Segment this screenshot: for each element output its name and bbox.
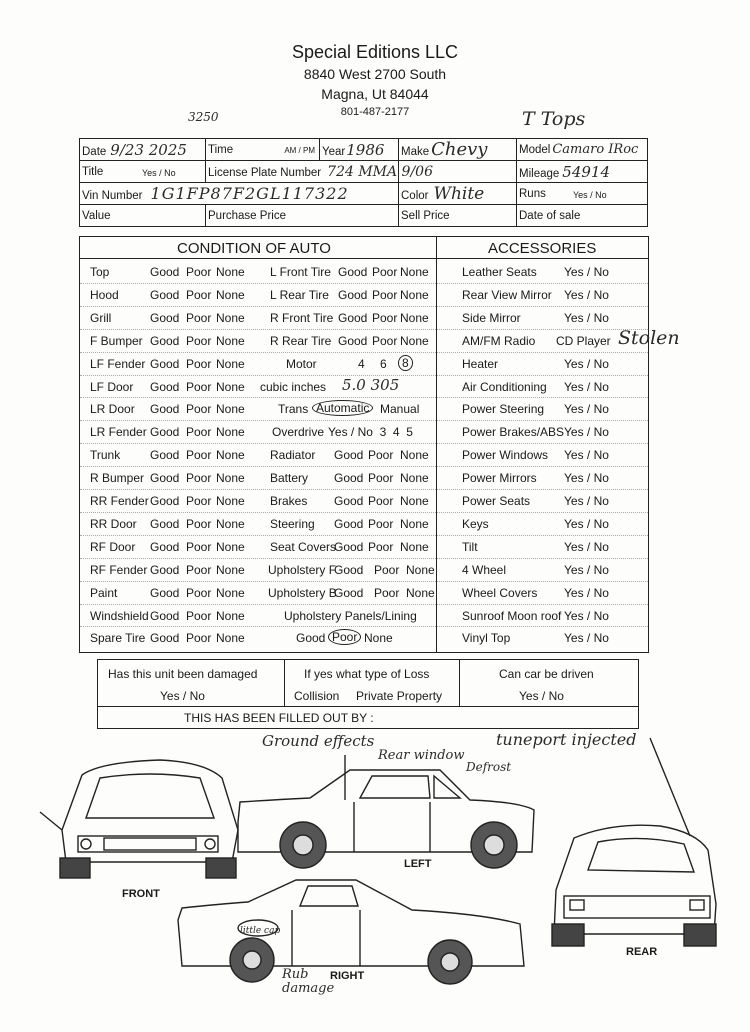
option-poor[interactable]: Poor xyxy=(186,494,212,508)
component-label: L Rear Tire xyxy=(270,287,329,302)
accessory-label: Air Conditioning xyxy=(462,379,547,394)
filled-out-by-label: THIS HAS BEEN FILLED OUT BY : xyxy=(184,711,374,725)
sell-price-cell[interactable]: Sell Price xyxy=(399,205,517,227)
accessory-options[interactable]: Yes / No xyxy=(564,448,609,463)
option-good[interactable]: Good xyxy=(150,539,180,554)
component-label: Upholstery B xyxy=(268,585,337,600)
date-of-sale-cell[interactable]: Date of sale xyxy=(517,205,648,227)
option-none[interactable]: None xyxy=(216,585,245,600)
accessory-label: Sunroof Moon roof xyxy=(462,608,562,623)
option-good[interactable]: Good xyxy=(150,608,180,623)
accessory-options[interactable]: Yes / No xyxy=(564,356,609,371)
option-none[interactable]: None xyxy=(400,448,429,463)
option-none[interactable]: None xyxy=(216,356,245,371)
part-label: LF Door xyxy=(90,379,134,394)
motor-8[interactable]: 8 xyxy=(398,355,413,371)
accessory-options[interactable]: CD Player xyxy=(556,333,611,348)
accessory-options[interactable]: Yes / No xyxy=(564,494,609,508)
note-rub-damage: Rub damage xyxy=(282,967,335,996)
time-cell[interactable]: Time AM / PM xyxy=(206,139,320,161)
option-good[interactable]: Good xyxy=(334,448,364,463)
mileage-cell[interactable]: Mileage 54914 xyxy=(517,161,648,183)
accessory-options[interactable]: Yes / No xyxy=(564,402,609,417)
accessory-options[interactable]: Yes / No xyxy=(564,310,609,325)
front-label: FRONT xyxy=(122,888,160,900)
option-good[interactable]: Good xyxy=(150,356,180,371)
accessory-options[interactable]: Yes / No xyxy=(564,287,609,302)
component-label: Brakes xyxy=(270,494,308,508)
component-label: R Front Tire xyxy=(270,310,334,325)
option-poor[interactable]: Poor xyxy=(368,448,394,463)
part-label: RR Door xyxy=(90,516,137,531)
option-poor[interactable]: Poor xyxy=(186,310,212,325)
option-poor[interactable]: Poor xyxy=(186,287,212,302)
part-label: Paint xyxy=(90,585,118,600)
accessory-options[interactable]: Yes / No xyxy=(564,425,609,440)
damaged-options[interactable]: Yes / No xyxy=(160,689,205,703)
accessory-label: Heater xyxy=(462,356,499,371)
accessory-label: Power Seats xyxy=(462,494,531,508)
trans-manual[interactable]: Manual xyxy=(380,402,420,417)
plate-value: 724 MMA 9/06 xyxy=(327,163,433,180)
model-value: Camaro IRoc xyxy=(552,142,639,157)
year-value: 1986 xyxy=(346,140,385,159)
accessory-options[interactable]: Yes / No xyxy=(564,585,609,600)
option-poor[interactable]: Poor xyxy=(186,562,212,577)
part-label: LR Door xyxy=(90,402,135,417)
accessory-options[interactable]: Yes / No xyxy=(564,608,609,623)
option-poor[interactable]: Poor xyxy=(186,471,212,486)
option-good[interactable]: Good xyxy=(150,448,180,463)
option-none[interactable]: None xyxy=(400,539,429,554)
option-good[interactable]: Good xyxy=(334,471,364,486)
option-none[interactable]: None xyxy=(406,562,435,577)
option-poor[interactable]: Poor xyxy=(372,287,398,302)
accessory-options[interactable]: Yes / No xyxy=(564,631,609,646)
component-label: cubic inches xyxy=(260,379,327,394)
option-none[interactable]: None xyxy=(216,448,245,463)
option-none[interactable]: None xyxy=(216,333,245,348)
right-label: RIGHT xyxy=(330,970,365,982)
mileage-value: 54914 xyxy=(562,162,610,181)
option-good[interactable]: Good xyxy=(296,631,326,646)
component-label: Seat Covers xyxy=(270,539,337,554)
option-poor[interactable]: Poor xyxy=(186,402,212,417)
option-good[interactable]: Good xyxy=(150,265,180,279)
option-poor[interactable]: Poor xyxy=(368,539,394,554)
model-cell[interactable]: Model Camaro IRoc xyxy=(517,139,648,161)
color-value: White xyxy=(433,183,485,204)
make-cell[interactable]: Make Chevy xyxy=(399,139,517,161)
option-poor[interactable]: Poor xyxy=(186,265,212,279)
make-value: Chevy xyxy=(431,139,488,160)
color-cell[interactable]: Color White xyxy=(399,183,517,205)
option-poor[interactable]: Poor xyxy=(368,471,394,486)
option-none[interactable]: None xyxy=(216,310,245,325)
accessory-label: Rear View Mirror xyxy=(462,287,552,302)
part-label: RR Fender xyxy=(90,494,149,508)
option-good[interactable]: Good xyxy=(150,562,180,577)
option-good[interactable]: Good xyxy=(150,494,180,508)
component-label: Steering xyxy=(270,516,315,531)
option-none[interactable]: None xyxy=(216,287,245,302)
company-city: Magna, Ut 84044 xyxy=(321,86,429,102)
accessory-label: 4 Wheel xyxy=(462,562,507,577)
value-cell[interactable]: Value xyxy=(80,205,206,227)
accessory-label: Wheel Covers xyxy=(462,585,538,600)
front-view-car xyxy=(40,760,238,878)
accessory-label: Side Mirror xyxy=(462,310,521,325)
option-good[interactable]: Good xyxy=(150,333,180,348)
drivable-options[interactable]: Yes / No xyxy=(519,689,564,703)
option-poor[interactable]: Poor xyxy=(186,448,212,463)
part-label: Trunk xyxy=(90,448,121,463)
option-poor[interactable]: Poor xyxy=(186,333,212,348)
option-poor[interactable]: Poor xyxy=(374,585,400,600)
accessory-label: Power Brakes/ABS xyxy=(462,425,565,440)
option-none[interactable]: None xyxy=(216,494,245,508)
title-cell[interactable]: Title Yes / No xyxy=(80,161,206,183)
accessory-label: Leather Seats xyxy=(462,265,537,279)
option-none[interactable]: None xyxy=(216,608,245,623)
accessory-label: Vinyl Top xyxy=(462,631,511,646)
option-good[interactable]: Good xyxy=(338,310,368,325)
part-label: R Bumper xyxy=(90,471,145,486)
option-good[interactable]: Good xyxy=(334,562,364,577)
accessory-label: Power Mirrors xyxy=(462,471,537,486)
component-label: Upholstery Panels/Lining xyxy=(284,608,417,623)
option-poor[interactable]: Poor xyxy=(368,494,394,508)
option-none[interactable]: None xyxy=(216,631,245,646)
loss-type-question: If yes what type of Loss xyxy=(304,667,430,681)
motor-4[interactable]: 4 xyxy=(358,356,365,371)
option-poor[interactable]: Poor xyxy=(374,562,400,577)
rear-view-car xyxy=(552,825,716,946)
part-label: Spare Tire xyxy=(90,631,146,646)
option-good[interactable]: Good xyxy=(334,516,364,531)
date-value: 9/23 2025 xyxy=(110,140,187,159)
handwritten-ttops-note: T Tops xyxy=(522,108,586,130)
option-good[interactable]: Good xyxy=(150,310,180,325)
accessory-label: AM/FM Radio xyxy=(462,333,536,348)
option-poor[interactable]: Poor xyxy=(368,516,394,531)
component-label: Trans xyxy=(278,402,309,417)
option-none[interactable]: None xyxy=(216,402,245,417)
option-none[interactable]: None xyxy=(406,585,435,600)
rear-label: REAR xyxy=(626,946,658,958)
damaged-question: Has this unit been damaged xyxy=(108,667,258,681)
part-label: F Bumper xyxy=(90,333,143,348)
note-ground-effects: Ground effects xyxy=(262,732,375,750)
option-good[interactable]: Good xyxy=(150,402,180,417)
accessory-options[interactable]: Yes / No xyxy=(564,379,609,394)
option-poor[interactable]: Poor xyxy=(328,629,361,645)
part-label: LR Fender xyxy=(90,425,147,440)
part-label: LF Fender xyxy=(90,356,146,371)
option-none[interactable]: None xyxy=(400,265,429,279)
option-good[interactable]: Good xyxy=(150,631,180,646)
part-label: RF Door xyxy=(90,539,136,554)
accessory-label: Power Steering xyxy=(462,402,545,417)
option-none[interactable]: None xyxy=(400,333,429,348)
left-view-car xyxy=(238,770,534,868)
option-good[interactable]: Good xyxy=(338,265,368,279)
component-label: Motor xyxy=(286,356,317,371)
option-none[interactable]: None xyxy=(400,494,429,508)
option-none[interactable]: None xyxy=(400,471,429,486)
company-street: 8840 West 2700 South xyxy=(303,66,447,82)
option-none[interactable]: None xyxy=(364,631,393,646)
option-good[interactable]: Good xyxy=(150,471,180,486)
component-label: Radiator xyxy=(270,448,316,463)
option-good[interactable]: Good xyxy=(338,333,368,348)
option-poor[interactable]: Poor xyxy=(372,265,398,279)
option-good[interactable]: Good xyxy=(150,287,180,302)
option-good[interactable]: Good xyxy=(334,494,364,508)
option-good[interactable]: Good xyxy=(338,287,368,302)
option-poor[interactable]: Poor xyxy=(186,516,212,531)
option-good[interactable]: Good xyxy=(150,585,180,600)
handwritten-price-note: 3250 xyxy=(188,110,219,124)
option-none[interactable]: None xyxy=(216,471,245,486)
part-label: Top xyxy=(90,265,110,279)
cubic-inches-value: 5.0 305 xyxy=(342,375,400,394)
component-label: Overdrive xyxy=(272,425,325,440)
option-none[interactable]: None xyxy=(216,562,245,577)
overdrive-options[interactable]: Yes / No 3 4 5 xyxy=(328,425,413,440)
accessory-options[interactable]: Yes / No xyxy=(564,562,609,577)
purchase-price-cell[interactable]: Purchase Price xyxy=(206,205,399,227)
loss-type-options[interactable]: Collision Private Property xyxy=(294,689,443,703)
condition-heading: CONDITION OF AUTO xyxy=(177,240,331,257)
option-good[interactable]: Good xyxy=(334,539,364,554)
option-poor[interactable]: Poor xyxy=(186,585,212,600)
option-poor[interactable]: Poor xyxy=(372,310,398,325)
option-none[interactable]: None xyxy=(216,425,245,440)
note-rear-window: Rear window xyxy=(378,748,465,763)
accessory-label: Power Windows xyxy=(462,448,549,463)
accessory-options[interactable]: Yes / No xyxy=(564,516,609,531)
drivable-question: Can car be driven xyxy=(499,667,594,681)
option-none[interactable]: None xyxy=(216,265,245,279)
option-good[interactable]: Good xyxy=(334,585,364,600)
option-none[interactable]: None xyxy=(400,516,429,531)
option-none[interactable]: None xyxy=(400,287,429,302)
cd-player-note: Stolen xyxy=(618,327,680,349)
component-label: L Front Tire xyxy=(270,265,331,279)
vin-cell[interactable]: Vin Number 1G1FP87F2GL117322 xyxy=(80,183,399,205)
note-little-cap: little cap xyxy=(240,926,281,936)
option-poor[interactable]: Poor xyxy=(186,631,212,646)
company-phone: 801-487-2177 xyxy=(340,106,410,118)
option-none[interactable]: None xyxy=(400,310,429,325)
plate-cell[interactable]: License Plate Number 724 MMA 9/06 xyxy=(206,161,399,183)
option-poor[interactable]: Poor xyxy=(372,333,398,348)
vin-value: 1G1FP87F2GL117322 xyxy=(150,184,349,203)
option-poor[interactable]: Poor xyxy=(186,539,212,554)
trans-automatic[interactable]: Automatic xyxy=(312,400,373,416)
option-good[interactable]: Good xyxy=(150,379,180,394)
accessories-heading: ACCESSORIES xyxy=(488,240,597,257)
accessory-options[interactable]: Yes / No xyxy=(564,265,609,279)
part-label: Windshield xyxy=(90,608,149,623)
company-name: Special Editions LLC xyxy=(291,42,459,62)
accessory-options[interactable]: Yes / No xyxy=(564,471,609,486)
note-tuneport: tuneport injected xyxy=(496,730,637,749)
option-none[interactable]: None xyxy=(216,539,245,554)
option-none[interactable]: None xyxy=(216,516,245,531)
option-none[interactable]: None xyxy=(216,379,245,394)
part-label: RF Fender xyxy=(90,562,148,577)
year-cell[interactable]: Year1986 xyxy=(320,139,399,161)
component-label: R Rear Tire xyxy=(270,333,332,348)
part-label: Grill xyxy=(90,310,112,325)
option-poor[interactable]: Poor xyxy=(186,356,212,371)
motor-6[interactable]: 6 xyxy=(380,356,387,371)
component-label: Battery xyxy=(270,471,309,486)
option-poor[interactable]: Poor xyxy=(186,425,212,440)
left-label: LEFT xyxy=(404,858,432,870)
note-defrost: Defrost xyxy=(466,760,512,774)
accessory-label: Keys xyxy=(462,516,489,531)
accessory-label: Tilt xyxy=(462,539,478,554)
accessory-options[interactable]: Yes / No xyxy=(564,539,609,554)
part-label: Hood xyxy=(90,287,119,302)
option-good[interactable]: Good xyxy=(150,425,180,440)
option-poor[interactable]: Poor xyxy=(186,608,212,623)
runs-cell[interactable]: Runs Yes / No xyxy=(517,183,648,205)
option-good[interactable]: Good xyxy=(150,516,180,531)
component-label: Upholstery F xyxy=(268,562,337,577)
option-poor[interactable]: Poor xyxy=(186,379,212,394)
date-cell[interactable]: Date 9/23 2025 xyxy=(80,139,206,161)
